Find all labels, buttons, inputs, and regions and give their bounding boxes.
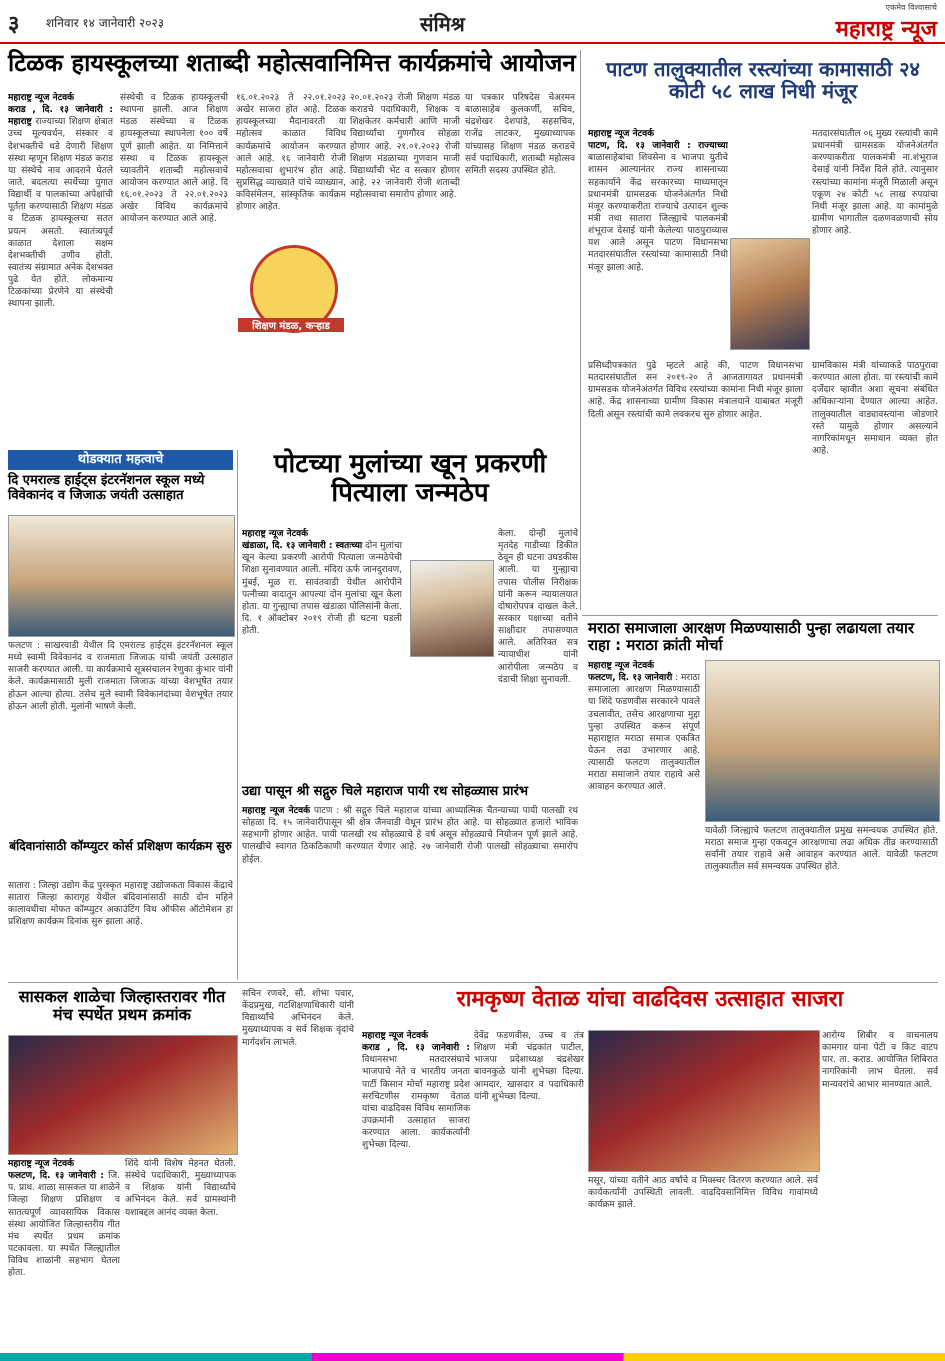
- thodkyat-headline: दि एमराल्ड हाईट्स इंटरनॅशनल स्कूल मध्ये विवेकानंद व जिजाऊ जयंती उत्साहात: [8, 473, 205, 503]
- thodkyat-box-title: थोडक्यात महत्वाचे: [8, 450, 233, 470]
- sadguru-headline: उद्या पासून श्री सद्गुरु चिले महाराज पायी रथ सोहळ्यास प्रारंभ: [242, 784, 528, 799]
- potachya-col1-text: दोन मुलांचा खून केल्या प्रकरणी आरोपी पित्याला जन्मठेपेची शिक्षा सुनावण्यात आली. मंदिरा ऊर्फ जानदुरावण, मुंबई, मूळ रा. सावंतवाडी येथील आरोपीने पत्नीच्या वादातून आपल्या दोन मुलांचा खून केला होता. या गुन्ह्याचा तपास खंडाळा पोलिसांनी केला. दि. १ ऑक्टोबर २०१९ रोजी ही घटना घडली होती.: [242, 541, 402, 637]
- potachya-col2: केला. दोन्ही मुलांचे मृतदेह गाडीच्या डिकीत ठेवून ही घटना उघडकीस आली. या गुन्ह्याचा तपास पोलीस निरीक्षक यांनी करून न्यायालयात दोषारोपपत्र दाखल केले. सरकार पक्षाच्या वतीने साक्षीदार तपासण्यात आले. अतिरिक्त सत्र न्यायाधीश यांनी आरोपीला जन्मठेप व दंडाची शिक्षा सुनावली.: [498, 529, 578, 685]
- tilak-dateline: कराड , दि. १३ जानेवारी : महाराष्ट्र: [8, 105, 113, 128]
- ramkrishna-col4: आरोग्य शिबीर व वाचनालय कामगार यांना पेटी व किट वाटप पार. ता. कराड. आयोजित शिबिरात नागरिकांनी लाभ घेतला. सर्व मान्यवरांचे आभार मानण्यात आले.: [822, 1031, 938, 1090]
- potachya-headline: पोटच्या मुलांच्या खून प्रकरणी पित्याला जन्मठेप: [273, 449, 547, 509]
- ramkrishna-col3: मसूर, यांच्या वतीने आठ वर्षांचे व मिक्स्चर वितरण करण्यात आले. सर्व कार्यकर्त्यांनी उपस्थिती लावली. वाढदिवसानिमित्त विविध गावांमध्ये कार्यक्रम झाले.: [588, 1176, 818, 1211]
- bandivan-body: सातारा : जिल्हा उद्योग केंद्र पुरस्कृत महाराष्ट्र उद्योजकता विकास केंद्राचे सातारा जिल्हा कारागृह येथील बंदिवानांसाठी साठी दोन महिने कालावधीचा मोफत कॉम्प्युटर अकाउंटिंग विथ ऑफीस ऑटोमेशन हा प्रशिक्षण कार्यक्रम दिनांक सुरु झाला आहे.: [8, 881, 233, 928]
- maratha-headline: मराठा समाजाला आरक्षण मिळण्यासाठी पुन्हा लढायला तयार राहा : मराठा क्रांती मोर्चा: [588, 619, 915, 654]
- sadguru-body-text: पाटण : श्री सद्गुरु चिले महाराज यांच्या आध्यात्मिक चैतन्याच्या पायी पालखी रथ सोहळा दि. १५ जानेवारीपासून श्री क्षेत्र जैनवाडी येथून प्रारंभ होत आहे. या सोहळ्यात हजारो भाविक सहभागी होणार आहेत. पायी पालखी रथ सोहळ्याचे हे वर्ष असून सोहळ्याचे नियोजन पूर्ण झाले आहे. पालखीचे स्वागत ठिकठिकाणी करण्यात येणार आहे. २७ जानेवारी रोजी पालखी सोहळ्याचा समारोप होईल.: [242, 806, 578, 865]
- patan-col2: मतदारसंघातील ०६ मुख्य रस्त्यांची कामे प्रधानमंत्री ग्रामसडक योजनेअंतर्गत करण्याकरीता पालकमंत्री ना.शंभूराज देसाई यांनी निर्देश दिले होते. त्यानुसार रस्त्यांच्या कामांना मंजूरी मिळाली असून एकूण २४ कोटी ५८ लाख रुपयांचा निधी मंजूर झाला आहे. या कामांमुळे ग्रामीण भागातील दळणवळणाची सोय होणार आहे.: [812, 129, 938, 237]
- bandivan-headline: बंदिवानांसाठी कॉम्प्युटर कोर्स प्रशिक्षण कार्यक्रम सुरु: [9, 839, 232, 853]
- page-number: ३: [8, 12, 20, 37]
- patan-photo: [730, 238, 810, 350]
- potachya-byline: महाराष्ट्र न्यूज नेटवर्क: [242, 529, 309, 539]
- maratha-byline: महाराष्ट्र न्यूज नेटवर्क: [588, 661, 655, 671]
- tilak-col1: [8, 92, 113, 422]
- maratha-dateline: फलटण, दि. १३ जानेवारी: [588, 673, 673, 684]
- patan-col4: ग्रामविकास मंत्री यांच्याकडे पाठपुरावा करण्यात आला होता. या रस्त्यांची कामे दर्जेदार व्हावीत अशा सूचना संबंधित अधिकाऱ्यांना देण्यात आल्या आहेत. तालुक्यातील वाड्यावस्त्यांना जोडणारे रस्ते यामुळे होणार असल्याने नागरिकांमधून समाधान व्यक्त होत आहे.: [812, 361, 938, 456]
- tilak-col4: २०.०१.२०२३ रोजी शिक्षण मंडळ कराडचे पदाधिकारी, शिक्षक व शिक्षकेतर कर्मचारी आणि माजी विद्यार्थ्यांचा गुणगौरव सोहळा होणार आहे. २१.०१.२०२३ रोजी शिक्षण मंडळाच्या गुणवान माजी विद्यार्थ्यांची भेट व सत्कार होणार आहे. २२ जानेवारी रोजी शताब्दी महोत्सवाचा समारोप होणार आहे.: [350, 93, 460, 201]
- maratha-photo: [705, 660, 940, 822]
- sasakal-dateline: फलटण, दि. १३ जानेवारी :: [8, 1171, 104, 1182]
- sasakal-col1-text: जि. प. प्राथ. शाळा सासकल या शाळेने जिल्हा शिक्षण प्रशिक्षण व सातत्यपूर्ण व्यावसायिक विकास संस्था आयोजित जिल्हास्तरीय गीत मंच स्पर्धेत प्रथम क्रमांक पटकावला. या स्पर्धेत जिल्ह्यातील विविध शाळांनी सहभाग घेतला होता.: [8, 1171, 120, 1279]
- ramkrishna-col2: देवेंद्र फडणवीस, उच्च व तंत्र शिक्षण मंत्री चंद्रकांत पाटील, भाजपा प्रदेशाध्यक्ष चंद्रशेखर बावनकुळे यांनी शुभेच्छा दिल्या. आमदार, खासदार व पदाधिकारी यांनी शुभेच्छा दिल्या.: [474, 1031, 584, 1102]
- sadguru-byline: महाराष्ट्र न्यूज नेटवर्क: [242, 806, 311, 816]
- tilak-headline: टिळक हायस्कूलच्या शताब्दी महोत्सवानिमित्त कार्यक्रमांचे आयोजन: [8, 49, 576, 77]
- patan-col1-text: बाळासाहेबांचा शिवसेना व भाजपा युतीचे शासन आल्यानंतर राज्य शासनाच्या सहकार्याने केंद्र सरकारच्या माध्यमातून प्रधानमंत्री ग्रामसडक योजनेअंतर्गत निधी मंजूर करण्याकरीता राज्याचे उत्पादन शुल्क मंत्री तथा सातारा जिल्ह्याचे पालकमंत्री शंभूराज देसाई यांनी केलेल्या पाठपुराव्यास यश आले असून पाटण विधानसभा मतदारसंघातील रस्त्यांच्या कामासाठी निधी मंजूर झाला आहे.: [588, 153, 728, 273]
- tilak-col1-text: राज्याच्या शिक्षण क्षेत्रात उच्च मूल्यवर्धन, संस्कार व देशभक्तीचे धडे देणारी शिक्षण संस्था म्हणून शिक्षण मंडळ कराड या संस्थेचे नाव आदराने घेतले जाते. बदलत्या स्पर्धेच्या युगात विद्यार्थी व पालकांच्या अपेक्षांची पूर्तता करण्यासाठी शिक्षण मंडळ व टिळक हायस्कूलचा सतत प्रयत्न असतो. स्वातंत्र्यपूर्व काळात देशाला सक्षम देशभक्तीची उणीव होती. स्वातंत्र्य संग्रामात अनेक देशभक्त पुढे येत होते. लोकमान्य टिळकांच्या प्रेरणेने या संस्थेची स्थापना झाली.: [8, 117, 113, 310]
- thodkyat-body: फलटण : साखरवाडी येथील दि एमराल्ड हाईट्स इंटरनॅशनल स्कूल मध्ये स्वामी विवेकानंद व राजमाता जिजाऊ यांची जयंती उत्साहात साजरी करण्यात आली. या कार्यक्रमाचे सूत्रसंचालन रेणुका कुंभार यांनी केले. कार्यक्रमासाठी मुली राजमाता जिजाऊ यांच्या वेशभूषेत तयार होऊन आल्या होत्या. तसेच मुले स्वामी विवेकानंदांच्या वेशभूषेत तयार होऊन आली होती. मुलांनी भाषणे केली.: [8, 641, 233, 712]
- divider: [237, 450, 238, 980]
- ramkrishna-headline: रामकृष्ण वेताळ यांचा वाढदिवस उत्साहात साजरा: [456, 987, 844, 1012]
- maratha-col1: [588, 660, 700, 970]
- divider: [582, 615, 938, 616]
- ramkrishna-col1: [362, 1030, 470, 1348]
- seal-label: शिक्षण मंडळ, कऱ्हाड: [238, 318, 344, 332]
- footer-color-bar: [0, 1353, 945, 1361]
- ramkrishna-dateline: कराड , दि. १३ जानेवारी :: [362, 1043, 470, 1054]
- tilak-col3b: [236, 340, 346, 422]
- brand-logo: [836, 2, 937, 43]
- maratha-col2: यावेळी जिल्ह्याचे फलटण तालुक्यातील प्रमुख समन्वयक उपस्थित होते. मराठा समाज गुन्हा एकवटून आरक्षणाचा लढा अधिक तीव्र करण्यासाठी सर्वांनी तयार राहावे असे आवाहन करण्यात आले. यावेळी फलटण तालुक्यातील सर्व समन्वयक उपस्थित होते.: [705, 826, 938, 873]
- sasakal-photo: [8, 1035, 238, 1155]
- tilak-col2: संस्थेची व टिळक हायस्कूलची स्थापना झाली. आज शिक्षण मंडळ संस्थेच्या व टिळक हायस्कूलच्या स्थापनेला १०० वर्षे पूर्ण झाली आहेत. या निमित्ताने संस्था व टिळक हायस्कूल च्यावतीने शताब्दी महोत्सवाचे आयोजन करण्यात आले आहे. दि १६.०१.२०२३ ते २२.०१.२०२३ अखेर विविध कार्यक्रमांचे आयोजन करण्यात आले आहे.: [120, 93, 228, 225]
- tilak-byline: महाराष्ट्र न्यूज नेटवर्क: [8, 93, 75, 103]
- masthead: [0, 0, 945, 44]
- divider: [580, 50, 581, 610]
- potachya-col1: [242, 528, 402, 778]
- tilak-col3: १६.०१.२०२३ ते २२.०१.२०२३ अखेर साजरा होत आहे. टिळक हायस्कूलच्या मैदानावरती या महोत्सव काळात विविध कार्यक्रमांचे आयोजन करण्यात आले आहे. १६ जानेवारी रोजी महोत्सवाचा शुभारंभ होत आहे. सुप्रसिद्ध व्याख्याते यांचे व्याख्यान, कविसंमेलन, सांस्कृतिक कार्यक्रम होणार आहेत.: [236, 93, 346, 213]
- tilak-col5: या पत्रकार परिषदेस चेअरमन बाळासाहेब कुलकर्णी, सचिव, चंद्रशेखर देशपांडे, सहसचिव, राजेंद्र लाटकर, मुख्याध्यापक यांच्यासह शिक्षण मंडळ कराडचे सर्व पदाधिकारी, शताब्दी महोत्सव समिती सदस्य उपस्थित होते.: [465, 93, 575, 176]
- patan-col3: प्रसिध्दीपत्रकात पुढे म्हटले आहे की, पाटण विधानसभा मतदारसंघातील सन २०१९-२० ते आजतागायत प्रधानमंत्री ग्रामसडक योजनेअंतर्गत विविध रस्त्यांच्या कामांना निधी मंजूर झाला आहे. केंद्र शासनाच्या ग्रामीण विकास मंत्रालयाने याबाबत मंजूरी दिली असून रस्त्यांची कामे लवकरच सुरु होणार आहेत.: [588, 361, 803, 420]
- brand-name: महाराष्ट्र न्यूज: [835, 17, 937, 42]
- ramkrishna-byline: महाराष्ट्र न्यूज नेटवर्क: [362, 1031, 429, 1041]
- sasakal-col2: शिंदे यांनी विशेष मेहनत घेतली. संस्थेचे पदाधिकारी, मुख्याध्यापक व शिक्षक यांनी विद्यार्थ्यांचे अभिनंदन केले. सर्व ग्रामस्थांनी यशाबद्दल आनंद व्यक्त केला.: [125, 1159, 236, 1218]
- sasakal-byline: महाराष्ट्र न्यूज नेटवर्क: [8, 1159, 75, 1169]
- thodkyat-photo: [8, 515, 235, 637]
- brand-tagline: एकमेव विश्वासाचे: [885, 3, 937, 12]
- sasakal-col3: सचिन रणवरे, सौ. शोभा पवार, केंद्रप्रमुख, गटशिक्षणाधिकारी यांनी विद्यार्थ्यांचे अभिनंदन केले. मुख्याध्यापक व सर्व शिक्षक वृंदांचे मार्गदर्शन लाभले.: [242, 989, 354, 1048]
- ramkrishna-photo: [588, 1030, 820, 1172]
- patan-byline: महाराष्ट्र न्यूज नेटवर्क: [588, 129, 655, 139]
- page-date: शनिवार १४ जानेवारी २०२३: [46, 16, 164, 30]
- sasakal-col1: [8, 1158, 120, 1348]
- maratha-col1-text: : मराठा समाजाला आरक्षण मिळण्यासाठी या शिंदे फडणवीस सरकारने पावले उचलावीत, तसेच आरक्षणाचा मुद्दा पुन्हा उपस्थित करून संपूर्ण महाराष्ट्रात मराठा समाज एकत्रित येऊन लढा उभारणार आहे. त्यासाठी फलटण तालुक्यातील मराठा समाजाने तयार राहावे असे आवाहन करण्यात आले.: [588, 673, 700, 793]
- patan-headline: पाटण तालुक्यातील रस्त्यांच्या कामासाठी २४ कोटी ५८ लाख निधी मंजूर: [606, 57, 920, 104]
- ramkrishna-col1-text: विधानसभा मतदारसंघाचे भाजपाचे नेते व भारतीय जनता पार्टी किसान मोर्चा महाराष्ट्र प्रदेश सरचिटणीस रामकृष्ण वेताळ यांचा वाढदिवस विविध सामाजिक उपक्रमांनी उत्साहात साजरा करण्यात आला. कार्यकर्त्यांनी शुभेच्छा दिल्या.: [362, 1055, 470, 1151]
- divider: [8, 982, 938, 983]
- potachya-dateline: खंडाळा, दि. १३ जानेवारी : स्वतःच्या: [242, 541, 363, 552]
- sasakal-headline: सासकल शाळेचा जिल्हास्तरावर गीत मंच स्पर्धेत प्रथम क्रमांक: [18, 987, 226, 1024]
- sadguru-body: [242, 805, 578, 975]
- section-title: संमिश्र: [420, 12, 465, 36]
- patan-dateline: पाटण, दि. १३ जानेवारी : राज्याच्या: [588, 141, 728, 152]
- potachya-photo: [410, 560, 494, 657]
